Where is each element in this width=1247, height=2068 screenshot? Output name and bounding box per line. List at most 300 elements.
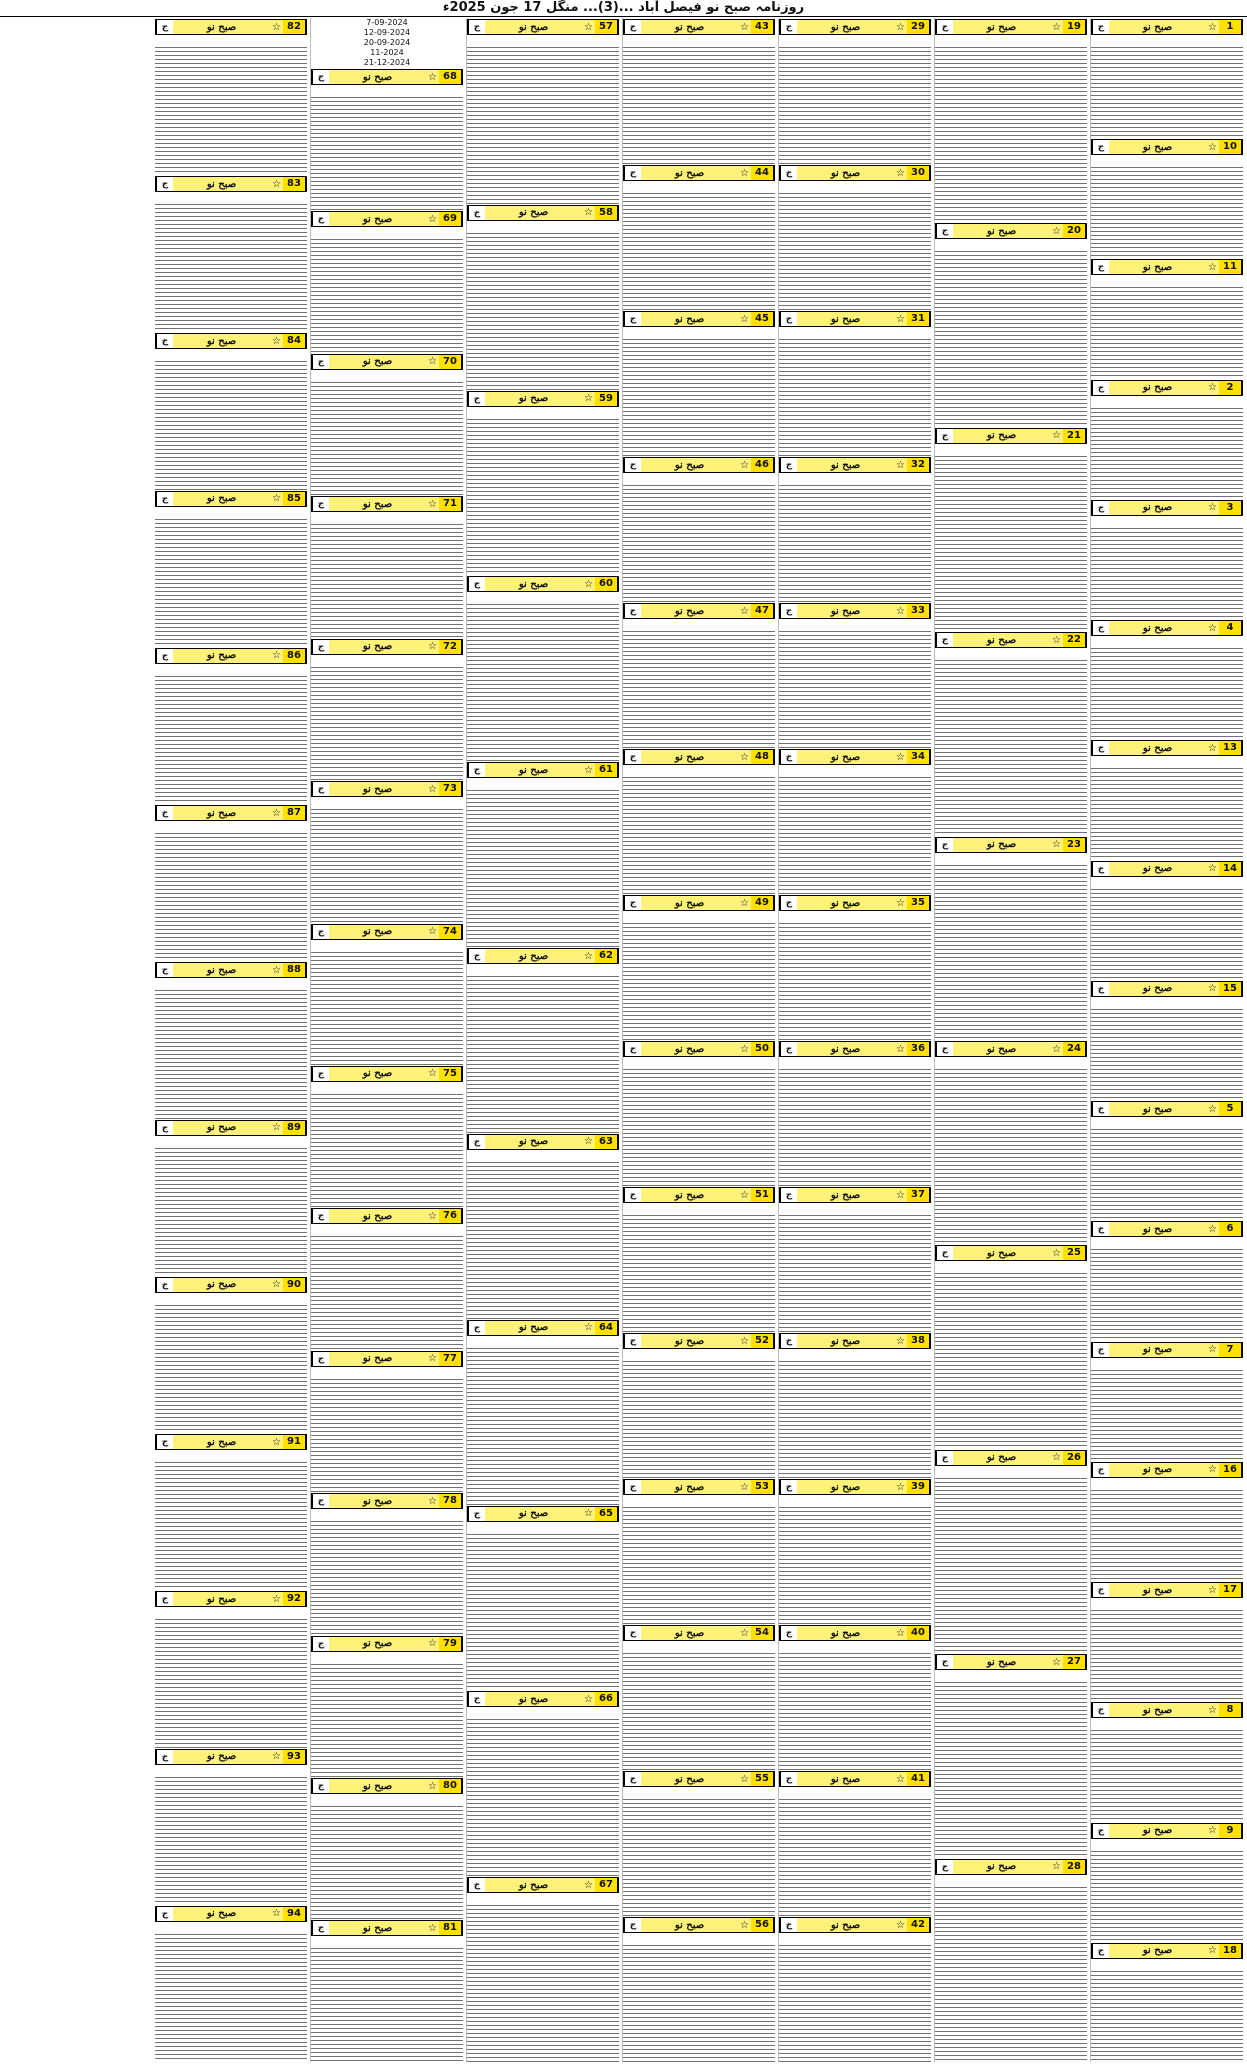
item-header <box>1091 139 1243 155</box>
item-number: 6 <box>1219 1222 1242 1236</box>
item-header <box>935 1041 1087 1057</box>
text-lines <box>1091 167 1243 258</box>
item-number: 25 <box>1063 1246 1086 1260</box>
item-label: صبح نو <box>830 751 861 763</box>
star-icon: ☆ <box>584 578 593 590</box>
item-header <box>1091 981 1243 997</box>
item-number: 14 <box>1219 862 1242 876</box>
item-number: 33 <box>907 604 930 618</box>
item-body-text <box>1091 1480 1243 1581</box>
item-body-text <box>467 1152 619 1319</box>
item-body-text <box>1091 1841 1243 1942</box>
item-number: 72 <box>439 640 462 654</box>
item-number: 75 <box>439 1067 462 1081</box>
item-label: صبح نو <box>674 21 705 33</box>
item-header <box>311 924 463 940</box>
text-lines <box>1091 1730 1243 1821</box>
item-number: 15 <box>1219 982 1242 996</box>
item-label: صبح نو <box>362 213 393 225</box>
urdu-letter-icon: ج <box>1092 1222 1109 1236</box>
item-body-text <box>935 446 1087 631</box>
item-number: 41 <box>907 1772 930 1786</box>
item-label: صبح نو <box>674 1919 705 1931</box>
item-body-text <box>623 183 775 310</box>
item-number: 28 <box>1063 1860 1086 1874</box>
classified-item <box>623 1186 775 1332</box>
item-number: 64 <box>595 1321 618 1335</box>
urdu-letter-icon: ج <box>468 1692 485 1706</box>
item-number: 24 <box>1063 1042 1086 1056</box>
item-number: 34 <box>907 750 930 764</box>
item-number: 94 <box>283 1907 306 1921</box>
item-number: 39 <box>907 1480 930 1494</box>
urdu-letter-icon: ج <box>624 1480 641 1494</box>
text-lines <box>311 1521 463 1634</box>
item-body-text <box>155 37 307 175</box>
item-header <box>623 1041 775 1057</box>
star-icon: ☆ <box>1208 1584 1217 1596</box>
classified-item <box>935 1449 1087 1653</box>
item-body-text <box>1091 1119 1243 1220</box>
classified-item <box>623 456 775 602</box>
classified-item <box>935 222 1087 426</box>
classified-item <box>779 310 931 456</box>
item-body-text <box>467 1338 619 1505</box>
star-icon: ☆ <box>740 605 749 617</box>
item-header <box>311 1208 463 1224</box>
star-icon: ☆ <box>1208 1704 1217 1716</box>
classified-item <box>155 1590 307 1747</box>
item-label: صبح نو <box>206 1436 237 1448</box>
item-label: صبح نو <box>362 783 393 795</box>
urdu-letter-icon: ج <box>1092 862 1109 876</box>
item-number: 43 <box>751 20 774 34</box>
classified-item <box>311 923 463 1065</box>
urdu-letter-icon: ج <box>780 1188 797 1202</box>
classified-item <box>467 18 619 204</box>
item-header <box>779 895 931 911</box>
column <box>934 18 1087 2062</box>
item-label: صبح نو <box>1142 1584 1173 1596</box>
item-number: 57 <box>595 20 618 34</box>
classified-item <box>155 490 307 647</box>
item-label: صبح نو <box>674 1335 705 1347</box>
classified-item <box>467 390 619 576</box>
classified-item <box>935 1653 1087 1857</box>
star-icon: ☆ <box>272 1122 281 1134</box>
text-lines <box>623 1507 775 1624</box>
item-body-text <box>779 913 931 1040</box>
item-label: صبح نو <box>1142 1464 1173 1476</box>
item-header <box>623 165 775 181</box>
text-lines <box>779 1507 931 1624</box>
item-body-text <box>1091 1961 1243 2062</box>
item-header <box>311 781 463 797</box>
classified-item <box>467 761 619 947</box>
urdu-letter-icon: ج <box>468 763 485 777</box>
item-header <box>155 805 307 821</box>
item-header <box>1091 1823 1243 1839</box>
item-number: 9 <box>1219 1824 1242 1838</box>
star-icon: ☆ <box>428 213 437 225</box>
item-label: صبح نو <box>674 1627 705 1639</box>
classified-item <box>155 647 307 804</box>
item-body-text <box>935 650 1087 835</box>
classified-item <box>935 836 1087 1040</box>
classified-item <box>1091 1581 1243 1701</box>
item-number: 68 <box>439 70 462 84</box>
item-label: صبح نو <box>518 1322 549 1334</box>
classified-item <box>1091 258 1243 378</box>
urdu-letter-icon: ج <box>312 355 329 369</box>
item-header <box>467 19 619 35</box>
urdu-letter-icon: ج <box>1092 381 1109 395</box>
star-icon: ☆ <box>272 1751 281 1763</box>
urdu-letter-icon: ج <box>468 1507 485 1521</box>
item-header <box>779 1041 931 1057</box>
item-number: 30 <box>907 166 930 180</box>
item-number: 69 <box>439 212 462 226</box>
star-icon: ☆ <box>272 493 281 505</box>
item-header <box>935 1245 1087 1261</box>
item-header <box>311 1493 463 1509</box>
item-number: 84 <box>283 334 306 348</box>
date-entry: 12-09-2024 <box>363 28 411 37</box>
text-lines <box>311 1806 463 1919</box>
star-icon: ☆ <box>740 459 749 471</box>
item-label: صبح نو <box>1142 21 1173 33</box>
item-label: صبح نو <box>830 1773 861 1785</box>
classified-item <box>311 780 463 922</box>
star-icon: ☆ <box>428 71 437 83</box>
item-body-text <box>1091 879 1243 980</box>
item-label: صبح نو <box>1142 261 1173 273</box>
classified-item <box>311 495 463 637</box>
urdu-letter-icon: ج <box>780 20 797 34</box>
text-lines <box>779 1215 931 1332</box>
item-number: 3 <box>1219 501 1242 515</box>
item-body-text <box>935 1059 1087 1244</box>
item-number: 89 <box>283 1121 306 1135</box>
item-body-text <box>1091 518 1243 619</box>
column <box>466 18 619 2062</box>
star-icon: ☆ <box>1052 1452 1061 1464</box>
classified-item <box>623 164 775 310</box>
text-lines <box>1091 47 1243 138</box>
item-number: 18 <box>1219 1944 1242 1958</box>
item-header <box>935 1654 1087 1670</box>
star-icon: ☆ <box>1052 1861 1061 1873</box>
item-number: 74 <box>439 925 462 939</box>
urdu-letter-icon: ج <box>780 896 797 910</box>
classified-item <box>935 18 1087 222</box>
item-label: صبح نو <box>362 1210 393 1222</box>
star-icon: ☆ <box>1208 141 1217 153</box>
text-lines <box>779 1361 931 1478</box>
item-body-text <box>1091 1360 1243 1461</box>
classified-item <box>779 1040 931 1186</box>
classified-item <box>779 456 931 602</box>
item-number: 61 <box>595 763 618 777</box>
item-body-text <box>1091 758 1243 859</box>
item-header <box>155 1277 307 1293</box>
item-label: صبح نو <box>830 1335 861 1347</box>
item-label: صبح نو <box>830 21 861 33</box>
item-label: صبح نو <box>518 764 549 776</box>
urdu-letter-icon: ج <box>624 750 641 764</box>
urdu-letter-icon: ج <box>624 1918 641 1932</box>
item-number: 1 <box>1219 20 1242 34</box>
star-icon: ☆ <box>1052 225 1061 237</box>
classified-item <box>311 353 463 495</box>
text-lines <box>935 865 1087 1040</box>
classified-item <box>1091 379 1243 499</box>
classified-item <box>311 1919 463 2061</box>
text-lines <box>779 1799 931 1916</box>
item-label: صبح نو <box>674 459 705 471</box>
item-number: 8 <box>1219 1703 1242 1717</box>
item-label: صبح نو <box>1142 742 1173 754</box>
star-icon: ☆ <box>428 1638 437 1650</box>
item-body-text <box>467 409 619 576</box>
item-label: صبح نو <box>1142 983 1173 995</box>
item-label: صبح نو <box>830 167 861 179</box>
item-body-text <box>1091 1239 1243 1340</box>
item-body-text <box>1091 638 1243 739</box>
classified-item <box>779 1186 931 1332</box>
item-body-text <box>311 372 463 495</box>
star-icon: ☆ <box>584 393 593 405</box>
item-body-text <box>623 37 775 164</box>
item-header <box>623 1917 775 1933</box>
item-header <box>1091 1943 1243 1959</box>
item-number: 93 <box>283 1750 306 1764</box>
item-number: 79 <box>439 1637 462 1651</box>
item-label: صبح نو <box>674 313 705 325</box>
item-header <box>467 391 619 407</box>
urdu-letter-icon: ج <box>780 458 797 472</box>
classified-item <box>935 1040 1087 1244</box>
star-icon: ☆ <box>1052 839 1061 851</box>
item-header <box>1091 861 1243 877</box>
item-body-text <box>1091 1600 1243 1701</box>
item-body-text <box>779 1059 931 1186</box>
item-label: صبح نو <box>362 641 393 653</box>
urdu-letter-icon: ج <box>936 1246 953 1260</box>
star-icon: ☆ <box>1052 430 1061 442</box>
classified-item <box>311 1492 463 1634</box>
text-lines <box>155 1777 307 1905</box>
item-label: صبح نو <box>986 634 1017 646</box>
item-header <box>467 1691 619 1707</box>
item-number: 58 <box>595 206 618 220</box>
item-label: صبح نو <box>674 1481 705 1493</box>
urdu-letter-icon: ج <box>468 206 485 220</box>
column <box>1090 18 1243 2062</box>
text-lines <box>311 1948 463 2061</box>
item-header <box>311 1920 463 1936</box>
item-number: 27 <box>1063 1655 1086 1669</box>
urdu-letter-icon: ج <box>780 604 797 618</box>
item-body-text <box>935 1263 1087 1448</box>
item-label: صبح نو <box>1142 1344 1173 1356</box>
urdu-letter-icon: ج <box>468 577 485 591</box>
urdu-letter-icon: ج <box>1092 1583 1109 1597</box>
star-icon: ☆ <box>896 21 905 33</box>
star-icon: ☆ <box>896 1627 905 1639</box>
urdu-letter-icon: ج <box>624 1188 641 1202</box>
item-label: صبح نو <box>830 459 861 471</box>
star-icon: ☆ <box>1208 1464 1217 1476</box>
text-lines <box>467 1348 619 1505</box>
star-icon: ☆ <box>428 783 437 795</box>
urdu-letter-icon: ج <box>624 166 641 180</box>
item-number: 21 <box>1063 429 1086 443</box>
item-number: 11 <box>1219 260 1242 274</box>
classified-item <box>311 638 463 780</box>
star-icon: ☆ <box>740 1481 749 1493</box>
classified-item <box>1091 1341 1243 1461</box>
star-icon: ☆ <box>1052 1043 1061 1055</box>
urdu-letter-icon: ج <box>1092 741 1109 755</box>
item-number: 66 <box>595 1692 618 1706</box>
item-header <box>467 948 619 964</box>
text-lines <box>623 47 775 164</box>
item-body-text <box>155 666 307 804</box>
urdu-letter-icon: ج <box>312 1494 329 1508</box>
item-label: صبح نو <box>674 1189 705 1201</box>
star-icon: ☆ <box>1208 1223 1217 1235</box>
urdu-letter-icon: ج <box>1092 1703 1109 1717</box>
urdu-letter-icon: ج <box>312 497 329 511</box>
text-lines <box>935 1273 1087 1448</box>
classified-item <box>467 575 619 761</box>
item-body-text <box>155 1609 307 1747</box>
item-body-text <box>623 767 775 894</box>
star-icon: ☆ <box>1208 742 1217 754</box>
star-icon: ☆ <box>1208 1825 1217 1837</box>
text-lines <box>935 1887 1087 2062</box>
classified-item <box>779 1916 931 2062</box>
item-label: صبح نو <box>206 1751 237 1763</box>
star-icon: ☆ <box>1208 21 1217 33</box>
classified-item <box>155 18 307 175</box>
item-label: صبح نو <box>206 807 237 819</box>
urdu-letter-icon: ج <box>1092 1944 1109 1958</box>
dates-list <box>311 18 463 68</box>
urdu-letter-icon: ج <box>468 20 485 34</box>
star-icon: ☆ <box>740 897 749 909</box>
item-label: صبح نو <box>830 897 861 909</box>
item-header <box>311 211 463 227</box>
item-body-text <box>311 1938 463 2061</box>
item-number: 83 <box>283 177 306 191</box>
item-header <box>623 603 775 619</box>
item-body-text <box>467 594 619 761</box>
item-label: صبح نو <box>830 1627 861 1639</box>
item-label: صبح نو <box>674 167 705 179</box>
item-body-text <box>779 37 931 164</box>
item-body-text <box>467 1524 619 1691</box>
item-number: 42 <box>907 1918 930 1932</box>
urdu-letter-icon: ج <box>1092 501 1109 515</box>
item-header <box>623 749 775 765</box>
item-body-text <box>779 1935 931 2062</box>
item-body-text <box>623 475 775 602</box>
item-number: 5 <box>1219 1102 1242 1116</box>
classified-item <box>935 1858 1087 2062</box>
text-lines <box>779 1945 931 2062</box>
item-header <box>155 176 307 192</box>
item-header <box>155 648 307 664</box>
star-icon: ☆ <box>272 1593 281 1605</box>
classified-item <box>623 748 775 894</box>
item-body-text <box>935 37 1087 222</box>
classified-item <box>467 204 619 390</box>
item-header <box>1091 1101 1243 1117</box>
text-lines <box>779 923 931 1040</box>
classified-item <box>779 1478 931 1624</box>
item-header <box>467 1506 619 1522</box>
text-lines <box>155 676 307 804</box>
urdu-letter-icon: ج <box>468 949 485 963</box>
urdu-letter-icon: ج <box>468 1878 485 1892</box>
item-header <box>155 1906 307 1922</box>
urdu-letter-icon: ج <box>624 458 641 472</box>
classified-item <box>311 1207 463 1349</box>
item-body-text <box>311 799 463 922</box>
text-lines <box>935 1682 1087 1857</box>
text-lines <box>935 456 1087 631</box>
item-body-text <box>623 913 775 1040</box>
star-icon: ☆ <box>740 167 749 179</box>
star-icon: ☆ <box>272 178 281 190</box>
date-entry: 21-12-2024 <box>363 58 411 67</box>
item-label: صبح نو <box>206 178 237 190</box>
item-body-text <box>311 657 463 780</box>
column <box>310 18 463 2062</box>
item-header <box>623 895 775 911</box>
text-lines <box>1091 1610 1243 1701</box>
item-header <box>779 1625 931 1641</box>
date-entry: 7-09-2024 <box>366 18 408 27</box>
classified-item <box>623 310 775 456</box>
item-body-text <box>1091 277 1243 378</box>
star-icon: ☆ <box>428 641 437 653</box>
item-body-text <box>1091 999 1243 1100</box>
item-header <box>623 1333 775 1349</box>
star-icon: ☆ <box>1208 382 1217 394</box>
item-number: 38 <box>907 1334 930 1348</box>
text-lines <box>623 1653 775 1770</box>
item-header <box>1091 1221 1243 1237</box>
item-header <box>779 1187 931 1203</box>
urdu-letter-icon: ج <box>468 1321 485 1335</box>
item-header <box>935 632 1087 648</box>
item-header <box>311 1351 463 1367</box>
star-icon: ☆ <box>584 1322 593 1334</box>
text-lines <box>311 667 463 780</box>
item-number: 54 <box>751 1626 774 1640</box>
classified-item <box>1091 499 1243 619</box>
star-icon: ☆ <box>896 1335 905 1347</box>
star-icon: ☆ <box>428 1495 437 1507</box>
star-icon: ☆ <box>896 897 905 909</box>
urdu-letter-icon: ج <box>1092 982 1109 996</box>
classified-item <box>311 1350 463 1492</box>
item-header <box>1091 1342 1243 1358</box>
text-lines <box>1091 889 1243 980</box>
